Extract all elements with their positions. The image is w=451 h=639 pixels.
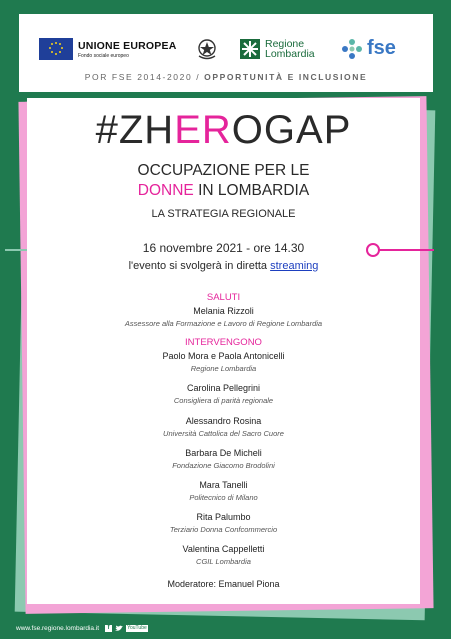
subtitle-line1: OCCUPAZIONE PER LE <box>137 162 310 179</box>
speaker-role: Regione Lombardia <box>190 364 257 373</box>
streaming-link[interactable]: streaming <box>270 260 319 272</box>
speaker-name: Carolina Pellegrini <box>186 383 261 393</box>
logos-bar <box>19 14 433 69</box>
intervengono-label: INTERVENGONO <box>185 337 262 348</box>
speaker-name: Rita Palumbo <box>196 512 251 522</box>
eu-title: UNIONE EUROPEA <box>78 39 177 52</box>
speaker-role: Fondazione Giacomo Brodolini <box>172 461 275 470</box>
italian-republic-emblem-icon <box>196 37 218 61</box>
speaker-name: Paolo Mora e Paola Antonicelli <box>162 351 285 361</box>
twitter-icon[interactable] <box>115 625 123 632</box>
regione-lombardia-icon <box>240 39 260 59</box>
header <box>19 14 433 92</box>
regione-lombardia-logo <box>240 39 315 59</box>
speaker-role: CGIL Lombardia <box>196 557 251 566</box>
speaker-name: Valentina Cappelletti <box>182 544 265 554</box>
event-card <box>27 98 420 604</box>
saluti-label: SALUTI <box>206 292 241 303</box>
hashtag-title: #ZHEROGAP <box>95 108 352 152</box>
social-icons <box>105 625 148 632</box>
timeline-dot-right <box>366 243 380 257</box>
eu-flag-icon <box>39 38 73 60</box>
speaker-name: Barbara De Micheli <box>185 448 262 458</box>
eu-subtitle: Fondo sociale europeo <box>78 52 129 59</box>
rl-line2: Lombardia <box>265 48 315 60</box>
facebook-icon[interactable]: f <box>105 625 112 632</box>
speaker-role: Politecnico di Milano <box>189 493 258 502</box>
subtitle-line2: DONNE IN LOMBARDIA <box>137 182 310 199</box>
live-text: l'evento si svolgerà in diretta streaming <box>128 260 319 272</box>
youtube-icon[interactable]: YouTube <box>127 625 147 631</box>
fse-star-icon <box>341 38 363 60</box>
speaker-name: Melania Rizzoli <box>193 306 254 316</box>
event-date: 16 novembre 2021 - ore 14.30 <box>142 241 305 255</box>
speaker-role: Terziario Donna Confcommercio <box>169 525 278 534</box>
speaker-name: Alessandro Rosina <box>185 416 262 426</box>
por-banner <box>19 72 433 82</box>
speaker-name: Mara Tanelli <box>199 480 248 490</box>
por-prefix: POR FSE 2014-2020 / <box>84 72 201 82</box>
rl-line1: Regione <box>265 38 305 50</box>
subtitle-line3: LA STRATEGIA REGIONALE <box>151 208 296 220</box>
speaker-role: Assessore alla Formazione e Lavoro di Regione Lombardia <box>124 319 323 328</box>
timeline-right <box>374 249 434 251</box>
moderator: Moderatore: Emanuel Piona <box>167 579 280 589</box>
speaker-role: Università Cattolica del Sacro Cuore <box>163 429 284 438</box>
por-suffix: OPPORTUNITÀ E INCLUSIONE <box>204 72 368 82</box>
fse-text: fse <box>367 37 396 59</box>
footer <box>16 625 148 632</box>
fse-logo <box>341 37 396 60</box>
eu-logo <box>39 38 176 60</box>
speaker-role: Consigliera di parità regionale <box>173 396 274 405</box>
footer-url[interactable]: www.fse.regione.lombardia.it <box>16 625 100 632</box>
